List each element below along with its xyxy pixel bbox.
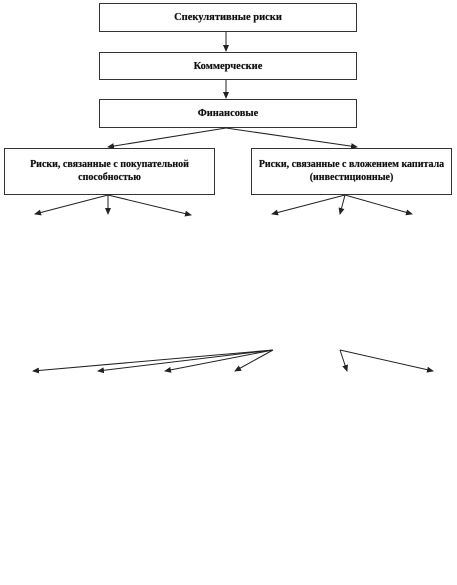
arrow-investment-branch-right [345,195,412,214]
arrow-lower-fan-1 [33,350,273,371]
node-purchasing-power-risks-label: Риски, связанные с покупательной способностью [30,159,189,183]
node-financial-label: Финансовые [197,108,259,119]
node-commercial-label: Коммерческие [193,60,263,72]
arrow-purchasing-branch-right [108,195,191,215]
arrow-lower-right-1 [340,350,347,371]
node-investment-risks-label: Риски, связанные с вложением капитала (инвестиционные) [258,159,445,183]
arrow-lower-right-2 [340,350,433,371]
arrow-purchasing-branch-left [35,195,108,214]
arrow-lower-fan-2 [98,350,273,371]
arrow-investment-branch-left [272,195,345,214]
arrow-financial-to-investment [226,128,357,147]
arrow-investment-branch-middle [340,195,345,214]
arrow-financial-to-purchasing-power [108,128,226,147]
arrow-lower-fan-3 [165,350,273,371]
node-speculative-risks-label: Спекулятивные риски [174,12,282,23]
